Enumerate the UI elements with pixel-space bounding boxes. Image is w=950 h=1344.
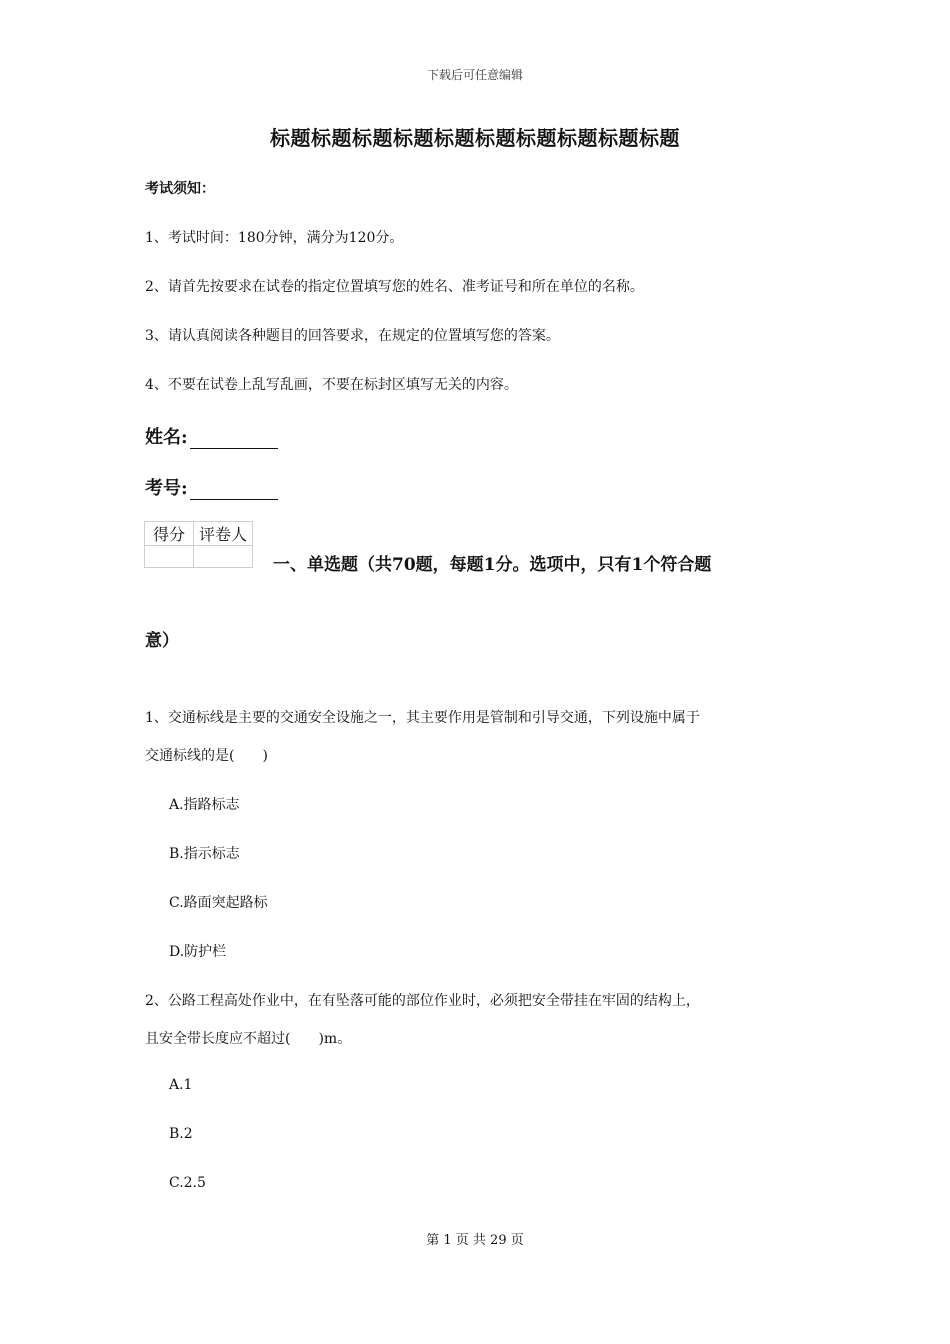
name-field [145,423,278,449]
id-field [145,474,278,500]
section-heading-line1: 一、单选题（共70题，每题1分。选项中，只有1个符合题 [273,555,712,575]
question-1-option-c: C.路面突起路标 [169,895,268,911]
instruction-item-3: 3、请认真阅读各种题目的回答要求，在规定的位置填写您的答案。 [145,328,560,344]
instruction-item-4: 4、不要在试卷上乱写乱画，不要在标封区填写无关的内容。 [145,377,518,393]
name-label: 姓名: [145,427,188,448]
question-2-text-line1: 2、公路工程高处作业中，在有坠落可能的部位作业时，必须把安全带挂在牢固的结构上， [145,993,700,1009]
question-2-option-c: C.2.5 [169,1175,206,1191]
question-1-text-line1: 1、交通标线是主要的交通安全设施之一，其主要作用是管制和引导交通，下列设施中属于 [145,710,700,726]
question-2-option-a: A.1 [169,1077,193,1093]
question-2-option-b: B.2 [169,1126,193,1142]
question-2-text-line2: 且安全带长度应不超过( )m。 [145,1031,352,1047]
page-footer: 第 1 页 共 29 页 [426,1233,524,1248]
question-1-option-a: A.指路标志 [169,797,240,813]
header-note: 下载后可任意编辑 [426,68,523,82]
instruction-item-1: 1、考试时间：180分钟，满分为120分。 [145,230,404,246]
instructions-heading: 考试须知： [145,181,215,197]
grader-cell [194,546,253,568]
score-cell [145,546,194,568]
score-header: 得分 [145,522,194,546]
question-1-text-line2: 交通标线的是( ) [145,748,268,764]
grader-header: 评卷人 [194,522,253,546]
document-title: 标题标题标题标题标题标题标题标题标题标题 [270,126,680,150]
id-label: 考号: [145,478,188,499]
question-1-option-d: D.防护栏 [169,944,227,960]
score-table [144,521,253,568]
section-heading-line2: 意） [145,631,179,651]
question-1-option-b: B.指示标志 [169,846,240,862]
name-blank[interactable] [190,430,278,449]
id-blank[interactable] [190,481,278,500]
instruction-item-2: 2、请首先按要求在试卷的指定位置填写您的姓名、准考证号和所在单位的名称。 [145,279,644,295]
